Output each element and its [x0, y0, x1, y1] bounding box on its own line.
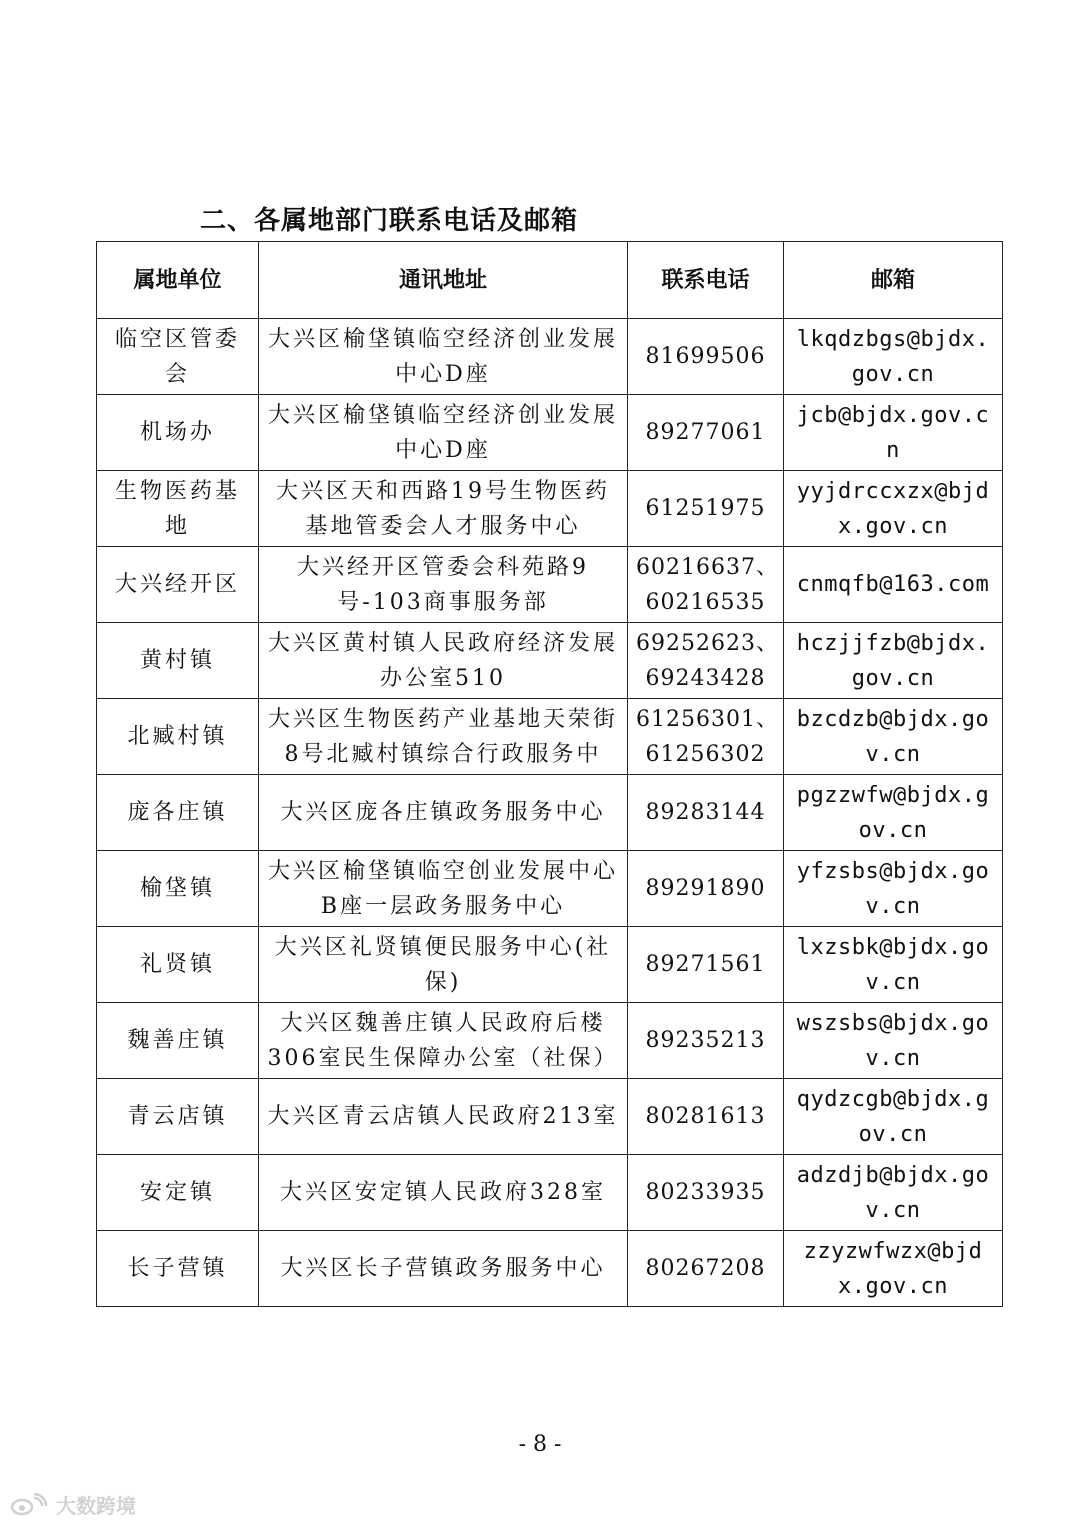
cell-phone: 60216637、60216535 [628, 547, 784, 623]
cell-unit: 安定镇 [97, 1155, 259, 1231]
cell-phone: 89271561 [628, 927, 784, 1003]
table-row [97, 775, 1003, 851]
cell-email: adzdjb@bjdx.gov.cn [784, 1155, 1003, 1231]
cell-email: lkqdzbgs@bjdx.gov.cn [784, 319, 1003, 395]
cell-email: pgzzwfw@bjdx.gov.cn [784, 775, 1003, 851]
cell-unit: 庞各庄镇 [97, 775, 259, 851]
cell-unit: 大兴经开区 [97, 547, 259, 623]
cell-phone: 81699506 [628, 319, 784, 395]
cell-email: yyjdrccxzx@bjdx.gov.cn [784, 471, 1003, 547]
table-row [97, 1003, 1003, 1079]
cell-address: 大兴区榆垡镇临空经济创业发展中心D座 [259, 319, 628, 395]
cell-address: 大兴区庞各庄镇政务服务中心 [259, 775, 628, 851]
table-header-row [97, 242, 1003, 319]
table-row [97, 395, 1003, 471]
cell-email: zzyzwfwzx@bjdx.gov.cn [784, 1231, 1003, 1307]
cell-address: 大兴区生物医药产业基地天荣街8号北臧村镇综合行政服务中 [259, 699, 628, 775]
cell-address: 大兴区青云店镇人民政府213室 [259, 1079, 628, 1155]
cell-unit: 魏善庄镇 [97, 1003, 259, 1079]
cell-email: qydzcgb@bjdx.gov.cn [784, 1079, 1003, 1155]
cell-email: bzcdzb@bjdx.gov.cn [784, 699, 1003, 775]
table-row [97, 319, 1003, 395]
cell-address: 大兴区榆垡镇临空经济创业发展中心D座 [259, 395, 628, 471]
cell-unit: 榆垡镇 [97, 851, 259, 927]
cell-unit: 长子营镇 [97, 1231, 259, 1307]
watermark [10, 1490, 136, 1519]
cell-phone: 80281613 [628, 1079, 784, 1155]
cell-address: 大兴区天和西路19号生物医药基地管委会人才服务中心 [259, 471, 628, 547]
cell-phone: 69252623、69243428 [628, 623, 784, 699]
cell-address: 大兴区黄村镇人民政府经济发展办公室510 [259, 623, 628, 699]
table-row [97, 699, 1003, 775]
table-row [97, 927, 1003, 1003]
cell-unit: 青云店镇 [97, 1079, 259, 1155]
cell-phone: 80233935 [628, 1155, 784, 1231]
table-row [97, 1079, 1003, 1155]
cell-email: cnmqfb@163.com [784, 547, 1003, 623]
cell-address: 大兴区安定镇人民政府328室 [259, 1155, 628, 1231]
cell-unit: 礼贤镇 [97, 927, 259, 1003]
table-row [97, 1231, 1003, 1307]
cell-unit: 临空区管委会 [97, 319, 259, 395]
header-address: 通讯地址 [259, 242, 628, 319]
cell-email: lxzsbk@bjdx.gov.cn [784, 927, 1003, 1003]
cell-unit: 生物医药基地 [97, 471, 259, 547]
header-email: 邮箱 [784, 242, 1003, 319]
cell-phone: 80267208 [628, 1231, 784, 1307]
cell-email: jcb@bjdx.gov.cn [784, 395, 1003, 471]
cell-phone: 61251975 [628, 471, 784, 547]
cell-phone: 89291890 [628, 851, 784, 927]
cell-email: wszsbs@bjdx.gov.cn [784, 1003, 1003, 1079]
header-unit: 属地单位 [97, 242, 259, 319]
table-row [97, 623, 1003, 699]
table-row [97, 547, 1003, 623]
watermark-text: 大数跨境 [56, 1494, 136, 1518]
cell-phone: 89235213 [628, 1003, 784, 1079]
contacts-table [96, 241, 1003, 1307]
cell-phone: 89277061 [628, 395, 784, 471]
cell-address: 大兴经开区管委会科苑路9号-103商事服务部 [259, 547, 628, 623]
table-row [97, 851, 1003, 927]
table-row [97, 1155, 1003, 1231]
cell-phone: 61256301、61256302 [628, 699, 784, 775]
cell-address: 大兴区礼贤镇便民服务中心(社保) [259, 927, 628, 1003]
cell-address: 大兴区魏善庄镇人民政府后楼306室民生保障办公室（社保） [259, 1003, 628, 1079]
section-heading: 二、各属地部门联系电话及邮箱 [200, 206, 579, 236]
cell-phone: 89283144 [628, 775, 784, 851]
cell-unit: 北臧村镇 [97, 699, 259, 775]
cell-email: hczjjfzb@bjdx.gov.cn [784, 623, 1003, 699]
cell-address: 大兴区榆垡镇临空创业发展中心B座一层政务服务中心 [259, 851, 628, 927]
cell-email: yfzsbs@bjdx.gov.cn [784, 851, 1003, 927]
cell-unit: 黄村镇 [97, 623, 259, 699]
page-number: - 8 - [518, 1432, 562, 1457]
header-phone: 联系电话 [628, 242, 784, 319]
cell-unit: 机场办 [97, 395, 259, 471]
weibo-logo-icon [10, 1493, 50, 1517]
cell-address: 大兴区长子营镇政务服务中心 [259, 1231, 628, 1307]
table-row [97, 471, 1003, 547]
